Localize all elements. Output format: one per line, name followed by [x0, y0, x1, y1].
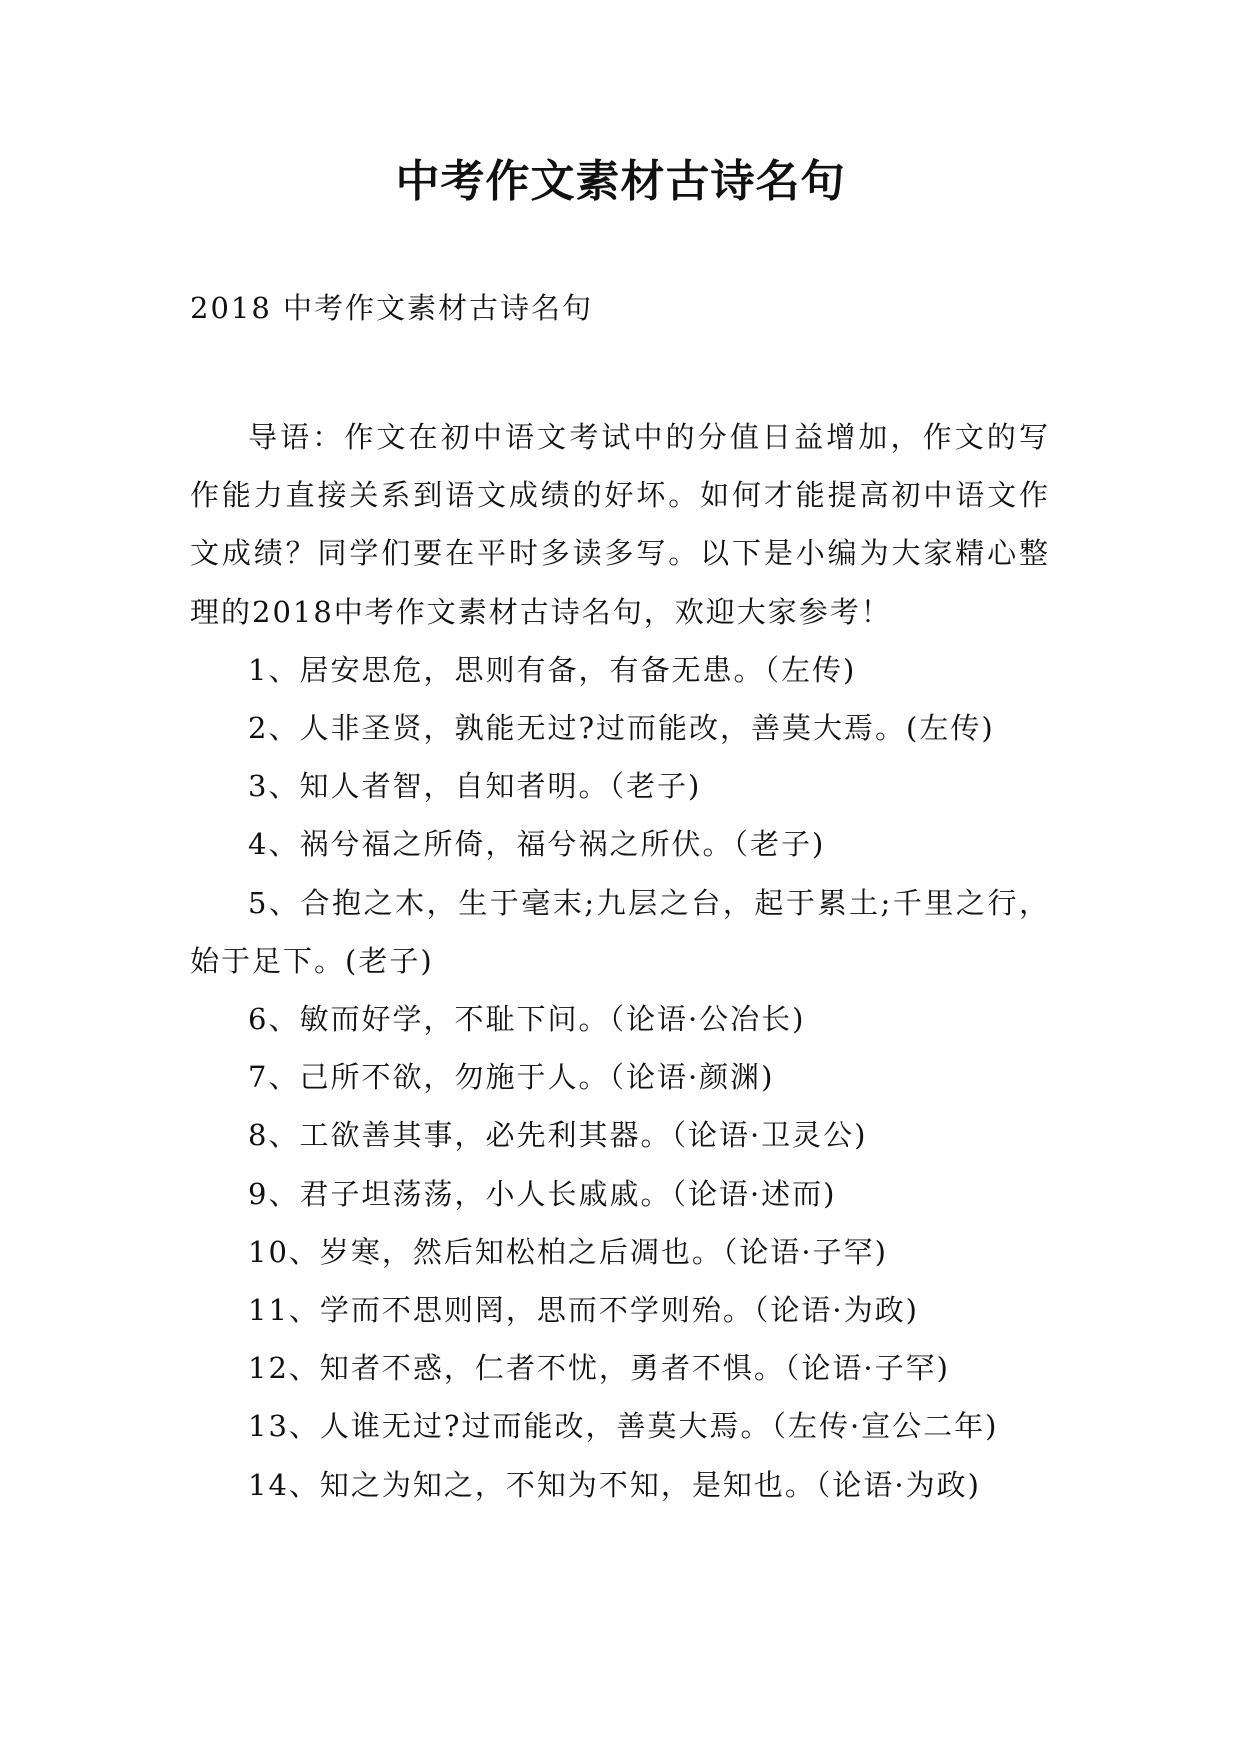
quote-item-8: 8、工欲善其事，必先利其器。（论语·卫灵公): [248, 1118, 868, 1153]
document-subtitle: 2018 中考作文素材古诗名句: [190, 291, 594, 325]
quote-item-6: 6、敏而好学，不耻下问。（论语·公冶长): [248, 1002, 806, 1037]
document-body: [190, 408, 1050, 1514]
quote-item-3: 3、知人者智，自知者明。（老子): [248, 769, 702, 804]
quote-item-13: 13、人谁无过?过而能改，善莫大焉。（左传·宣公二年): [248, 1409, 999, 1444]
quote-item-14: 14、知之为知之，不知为不知，是知也。（论语·为政): [248, 1467, 981, 1502]
quote-item-4: 4、祸兮福之所倚，福兮祸之所伏。（老子): [248, 827, 826, 862]
intro-paragraph: 导语：作文在初中语文考试中的分值日益增加，作文的写作能力直接关系到语文成绩的好坏。如何才能提高初中语文作文成绩？同学们要在平时多读多写。以下是小编为大家精心整理的2018中考作文素材古诗名句，欢迎大家参考！: [190, 420, 1050, 629]
quote-item-12: 12、知者不惑，仁者不忧，勇者不惧。（论语·子罕): [248, 1351, 950, 1386]
quote-item-9: 9、君子坦荡荡，小人长戚戚。（论语·述而): [248, 1176, 837, 1211]
quote-item-1: 1、居安思危，思则有备，有备无患。（左传): [248, 652, 857, 687]
document-title: 中考作文素材古诗名句: [395, 156, 846, 207]
quote-item-2: 2、人非圣贤，孰能无过?过而能改，善莫大焉。(左传): [248, 711, 995, 746]
quote-item-10: 10、岁寒，然后知松柏之后凋也。（论语·子罕): [248, 1234, 888, 1269]
quote-item-7: 7、己所不欲，勿施于人。（论语·颜渊): [248, 1060, 775, 1095]
quote-item-5: 5、合抱之木，生于毫末;九层之台，起于累土;千里之行，始于足下。(老子): [190, 885, 1050, 978]
quote-item-11: 11、学而不思则罔，思而不学则殆。（论语·为政): [248, 1293, 919, 1328]
